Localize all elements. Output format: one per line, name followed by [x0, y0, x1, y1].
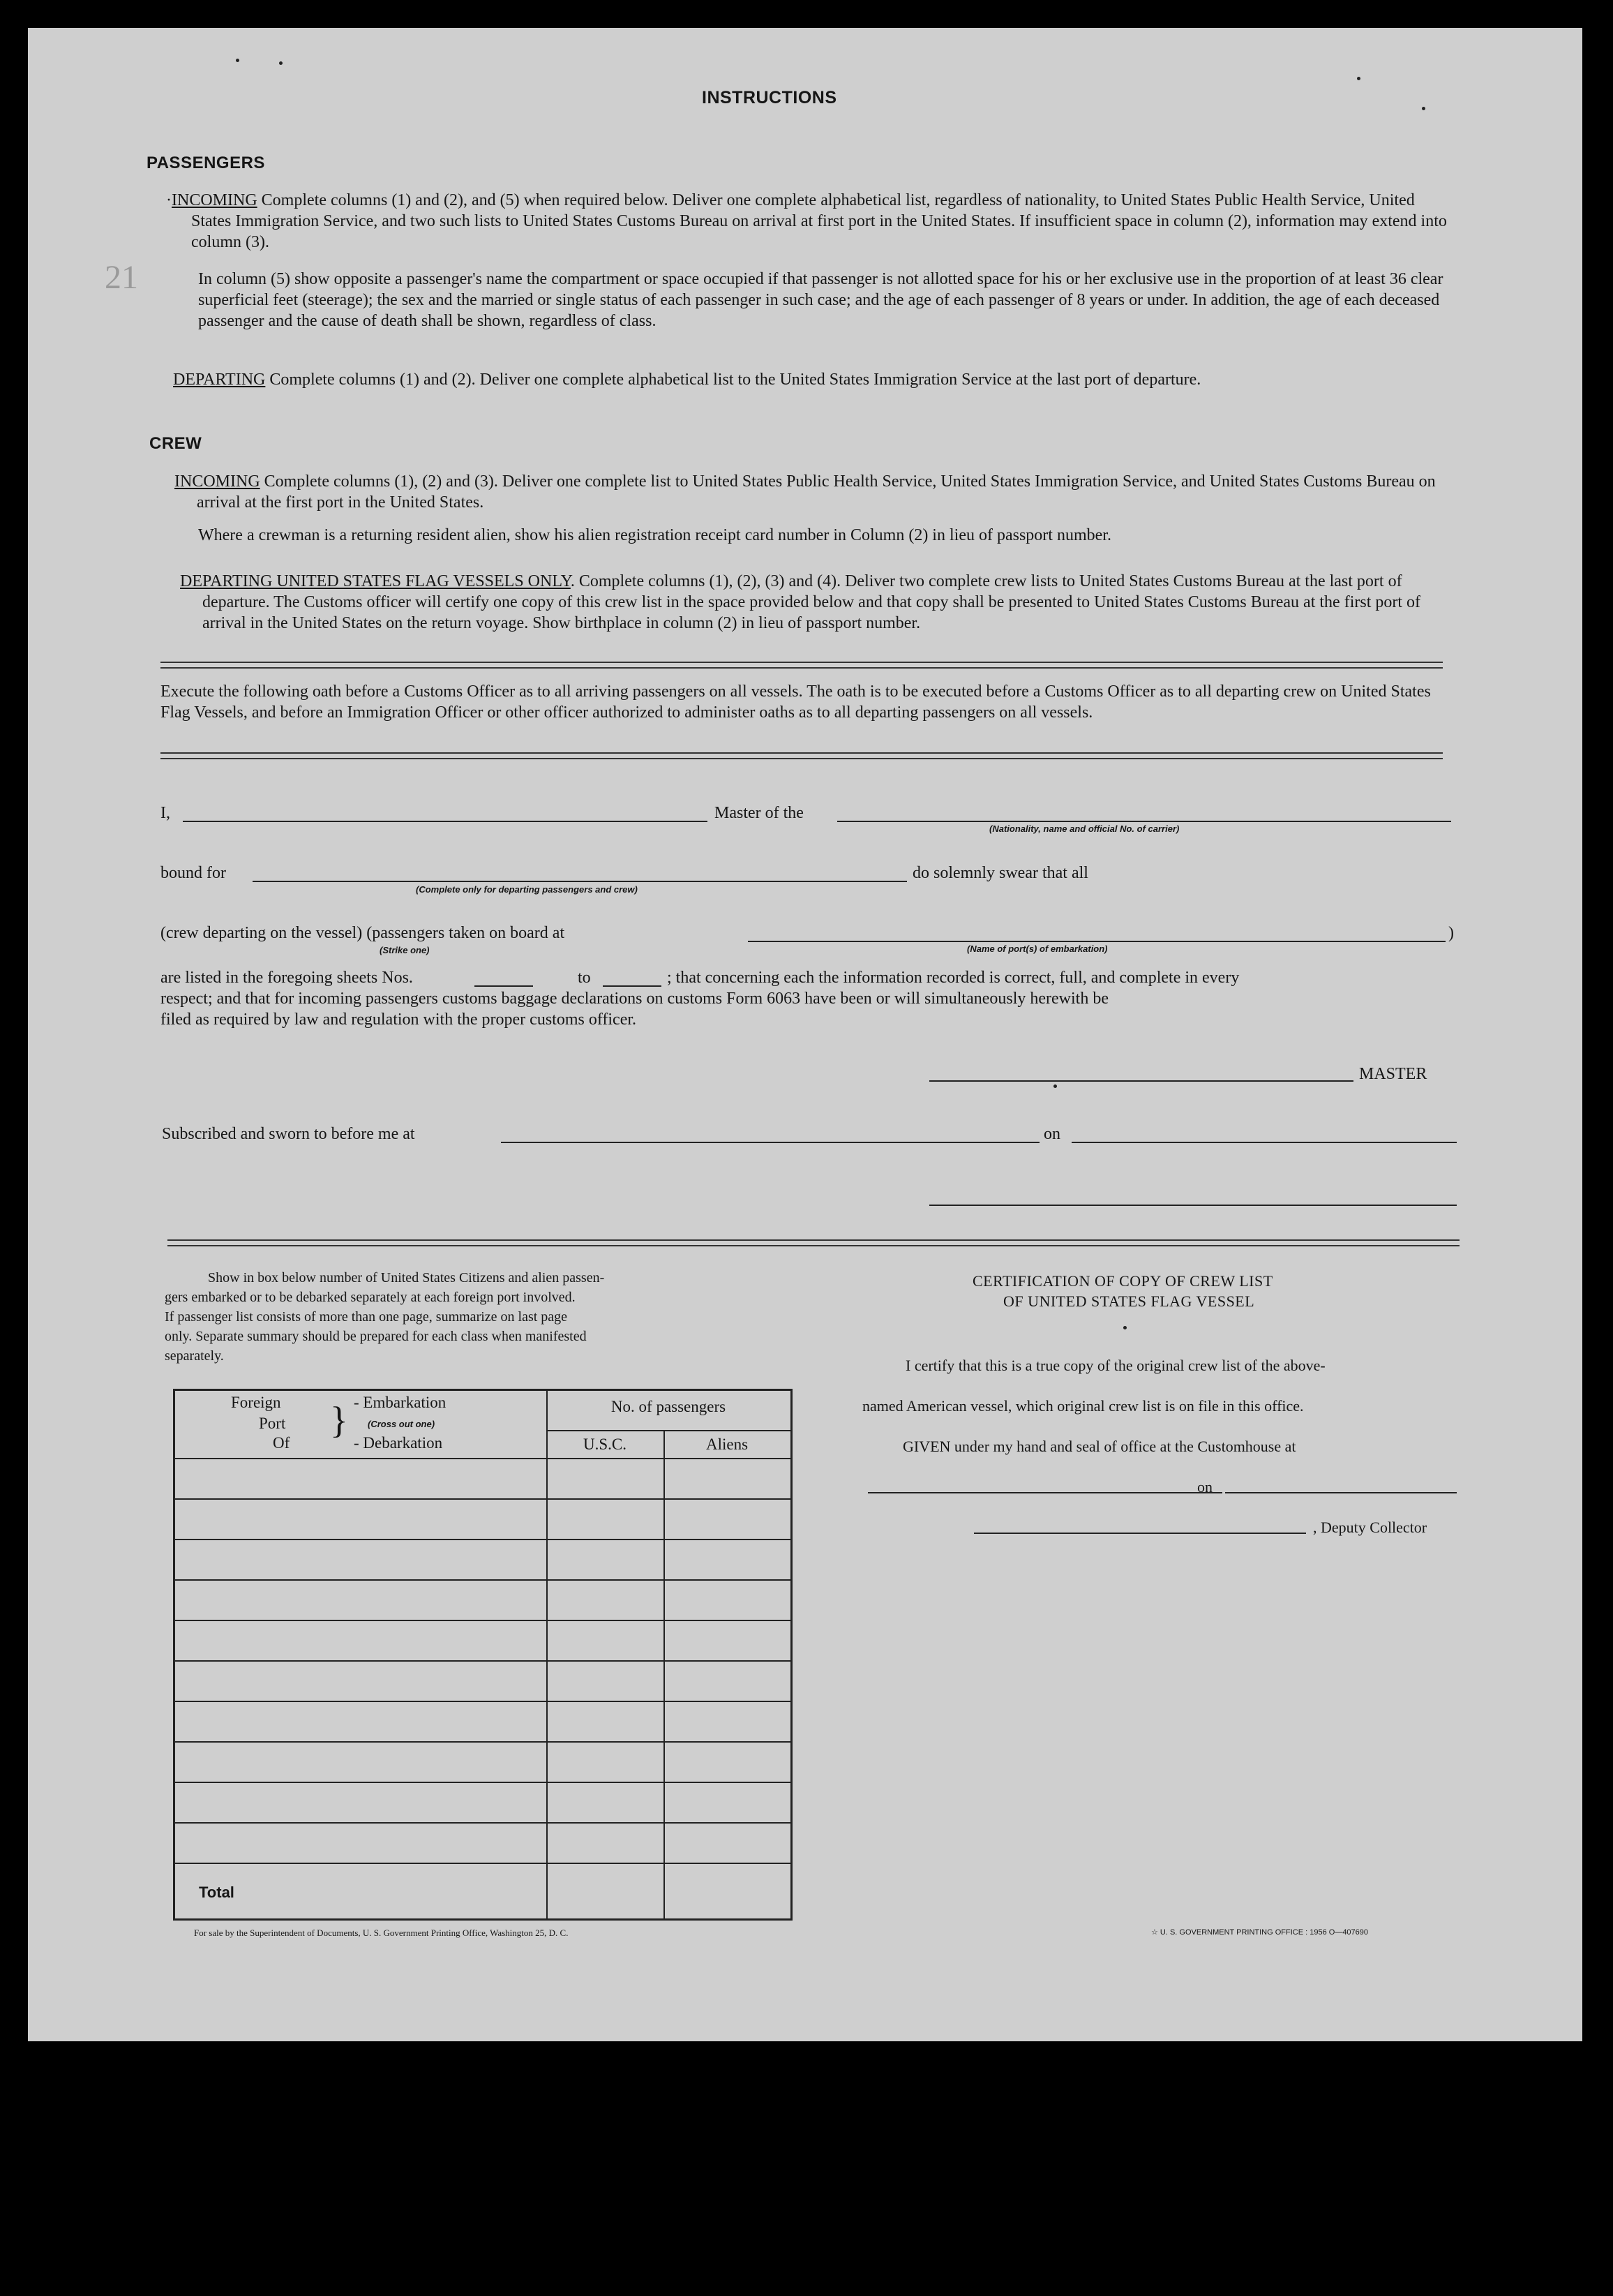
master-label: MASTER: [1359, 1065, 1427, 1083]
divider: [160, 662, 1443, 669]
oath-i-label: I,: [160, 804, 170, 822]
sworn-place-field[interactable]: [501, 1142, 1040, 1143]
listed-to-text: to: [578, 969, 591, 987]
crew-incoming-paragraph: [174, 471, 1465, 513]
close-paren: ): [1448, 924, 1454, 942]
officer-signature-field[interactable]: [929, 1205, 1457, 1206]
embarkation-port-hint: (Name of port(s) of embarkation): [967, 944, 1108, 954]
swear-text: do solemnly swear that all: [913, 864, 1088, 882]
embarkation-port-field[interactable]: [748, 941, 1446, 942]
table-subheader-line: [546, 1430, 790, 1431]
table-row-line: [175, 1620, 790, 1621]
crew-incoming-text: Complete columns (1), (2) and (3). Deliver one complete list to United States Public Health Service, United States Immigration Service, and United States Customs Bureau on arrival at the first port in the United States.: [197, 472, 1436, 512]
passengers-incoming-paragraph: ·INCOMING Complete columns (1) and (2), and (5) when required below. Deliver one complete alphabetical list, regardless of nationality, to United States Public Health Service, United States Immigration Service, and two such lists to United States Customs Bureau on arrival at first port in the United States. If insufficient space in column (2), information may extend into column (3).: [166, 191, 1447, 251]
cert-line-2: named American vessel, which original crew list is on file in this office.: [862, 1397, 1304, 1415]
margin-number: 21: [105, 259, 138, 296]
page-title: INSTRUCTIONS: [702, 88, 837, 107]
crew-departing-text: . Complete columns (1), (2), (3) and (4). Deliver two complete crew lists to United States Customs Bureau at the last port of departure. The Customs officer will certify one copy of this crew list in the space provided below and that copy shall be presented to United States Customs Bureau at the first port of arrival in the United States on the return voyage. Show birthplace in column (2) in lieu of passport number.: [202, 572, 1421, 632]
table-row-line: [175, 1458, 790, 1459]
crew-incoming-label: INCOMING: [174, 472, 260, 491]
deputy-collector-label: , Deputy Collector: [1313, 1519, 1427, 1536]
table-row-line: [175, 1498, 790, 1500]
divider: [160, 752, 1443, 759]
th-cross-out: (Cross out one): [368, 1419, 435, 1429]
form-page: [28, 28, 1582, 2041]
cert-title-2: OF UNITED STATES FLAG VESSEL: [1003, 1292, 1255, 1310]
total-label: Total: [199, 1884, 234, 1901]
summary-line-3: If passenger list consists of more than one page, summarize on last page: [165, 1309, 568, 1325]
brace-glyph: }: [330, 1399, 348, 1441]
speck: [1053, 1084, 1057, 1088]
destination-hint: (Complete only for departing passengers and crew): [416, 884, 638, 895]
destination-field[interactable]: [253, 881, 907, 882]
deputy-signature-field[interactable]: [974, 1533, 1306, 1534]
table-row-line: [175, 1822, 790, 1824]
th-debarkation: - Debarkation: [354, 1434, 443, 1452]
summary-line-4: only. Separate summary should be prepared for each class when manifested: [165, 1329, 587, 1344]
passenger-summary-table: [173, 1389, 793, 1921]
th-of: Of: [273, 1434, 290, 1452]
footer-right: ☆ U. S. GOVERNMENT PRINTING OFFICE : 1956 O—407690: [1151, 1928, 1369, 1937]
cert-on-label: on: [1197, 1478, 1213, 1496]
sheet-from-field[interactable]: [474, 985, 533, 987]
passengers-column5-text: In column (5) show opposite a passenger's name the compartment or space occupied if that passenger is not allotted space for his or her exclusive use in the proportion of at least 36 clear superficial feet (steerage); the sex and the married or single status of each passenger in such case; and the age of each passenger of 8 years or under. In addition, the age of each deceased passenger and the cause of death shall be shown, regardless of class.: [198, 270, 1443, 330]
th-port: Port: [259, 1415, 286, 1432]
th-aliens: Aliens: [705, 1436, 749, 1453]
crew-passengers-text: (crew departing on the vessel) (passengers taken on board at: [160, 924, 565, 942]
table-col-divider: [663, 1430, 665, 1918]
table-row-line: [175, 1660, 790, 1662]
cert-line-1: I certify that this is a true copy of the original crew list of the above-: [906, 1357, 1326, 1374]
listed-post-text: ; that concerning each the information recorded is correct, full, and complete in every: [667, 969, 1240, 987]
cert-date-field[interactable]: [1225, 1492, 1457, 1493]
passengers-departing-text: Complete columns (1) and (2). Deliver one complete alphabetical list to the United States Immigration Service at the last port of departure.: [265, 371, 1201, 389]
cert-title-1: CERTIFICATION OF COPY OF CREW LIST: [973, 1272, 1273, 1290]
passengers-incoming-label: INCOMING: [172, 191, 257, 209]
passengers-departing-label: DEPARTING: [173, 371, 266, 389]
listed-pre-text: are listed in the foregoing sheets Nos.: [160, 969, 413, 987]
passengers-heading: PASSENGERS: [147, 154, 265, 172]
th-foreign: Foreign: [231, 1394, 281, 1411]
speck: [279, 61, 283, 65]
th-embarkation: - Embarkation: [354, 1394, 447, 1411]
summary-line-1: Show in box below number of United States Citizens and alien passen-: [208, 1270, 605, 1285]
table-row-line: [175, 1539, 790, 1540]
speck: [1357, 77, 1360, 80]
sheet-to-field[interactable]: [603, 985, 661, 987]
th-no-passengers: No. of passengers: [610, 1398, 726, 1415]
carrier-field[interactable]: [837, 821, 1451, 822]
cert-line-3: GIVEN under my hand and seal of office at the Customhouse at: [903, 1438, 1296, 1455]
summary-line-5: separately.: [165, 1348, 224, 1364]
filed-text: filed as required by law and regulation with the proper customs officer.: [160, 1011, 637, 1029]
crew-departing-paragraph: [180, 571, 1465, 634]
oath-instruction: Execute the following oath before a Customs Officer as to all arriving passengers on all vessels. The oath is to be executed before a Customs Officer as to all departing crew on United States Flag Vessels, and before an Immigration Officer or other officer authorized to administer oaths as to all departing passengers on all vessels.: [160, 683, 1431, 722]
master-signature-field[interactable]: [929, 1080, 1353, 1082]
subscribed-text: Subscribed and sworn to before me at: [162, 1125, 415, 1143]
master-name-field[interactable]: [183, 821, 707, 822]
master-of-the-label: Master of the: [714, 804, 804, 822]
sworn-date-field[interactable]: [1072, 1142, 1457, 1143]
sworn-on-label: on: [1044, 1125, 1060, 1143]
table-row-line: [175, 1579, 790, 1581]
footer-left: For sale by the Superintendent of Documents, U. S. Government Printing Office, Washington 25, D. C.: [194, 1928, 569, 1938]
summary-line-2: gers embarked or to be debarked separately at each foreign port involved.: [165, 1290, 576, 1305]
carrier-hint: (Nationality, name and official No. of carrier): [989, 823, 1180, 834]
bound-for-label: bound for: [160, 864, 226, 882]
respect-text: respect; and that for incoming passengers customs baggage declarations on customs Form 6063 have been or will simultaneously herewith be: [160, 990, 1109, 1008]
speck: [1422, 107, 1425, 110]
table-col-divider: [546, 1391, 548, 1918]
th-usc: U.S.C.: [583, 1436, 627, 1453]
speck: [1123, 1326, 1127, 1329]
crew-heading: CREW: [149, 434, 202, 453]
table-row-line: [175, 1863, 790, 1864]
table-row-line: [175, 1701, 790, 1702]
strike-one-hint: (Strike one): [380, 945, 430, 955]
crew-resident-text: Where a crewman is a returning resident alien, show his alien registration receipt card number in Column (2) in lieu of passport number.: [198, 526, 1111, 544]
crew-departing-label: DEPARTING UNITED STATES FLAG VESSELS ONLY: [180, 572, 571, 590]
table-row-line: [175, 1782, 790, 1783]
speck: [236, 59, 239, 62]
passengers-departing-paragraph: [173, 369, 1465, 390]
passengers-incoming-text: Complete columns (1) and (2), and (5) when required below. Deliver one complete alphabetical list, regardless of nationality, to United States Public Health Service, United States Immigration Service, and two such lists to United States Customs Bureau on arrival at first port in the United States. If insufficient space in column (2), information may extend into column (3).: [191, 191, 1447, 251]
customhouse-field[interactable]: [868, 1492, 1222, 1493]
table-row-line: [175, 1741, 790, 1743]
divider: [167, 1239, 1460, 1246]
